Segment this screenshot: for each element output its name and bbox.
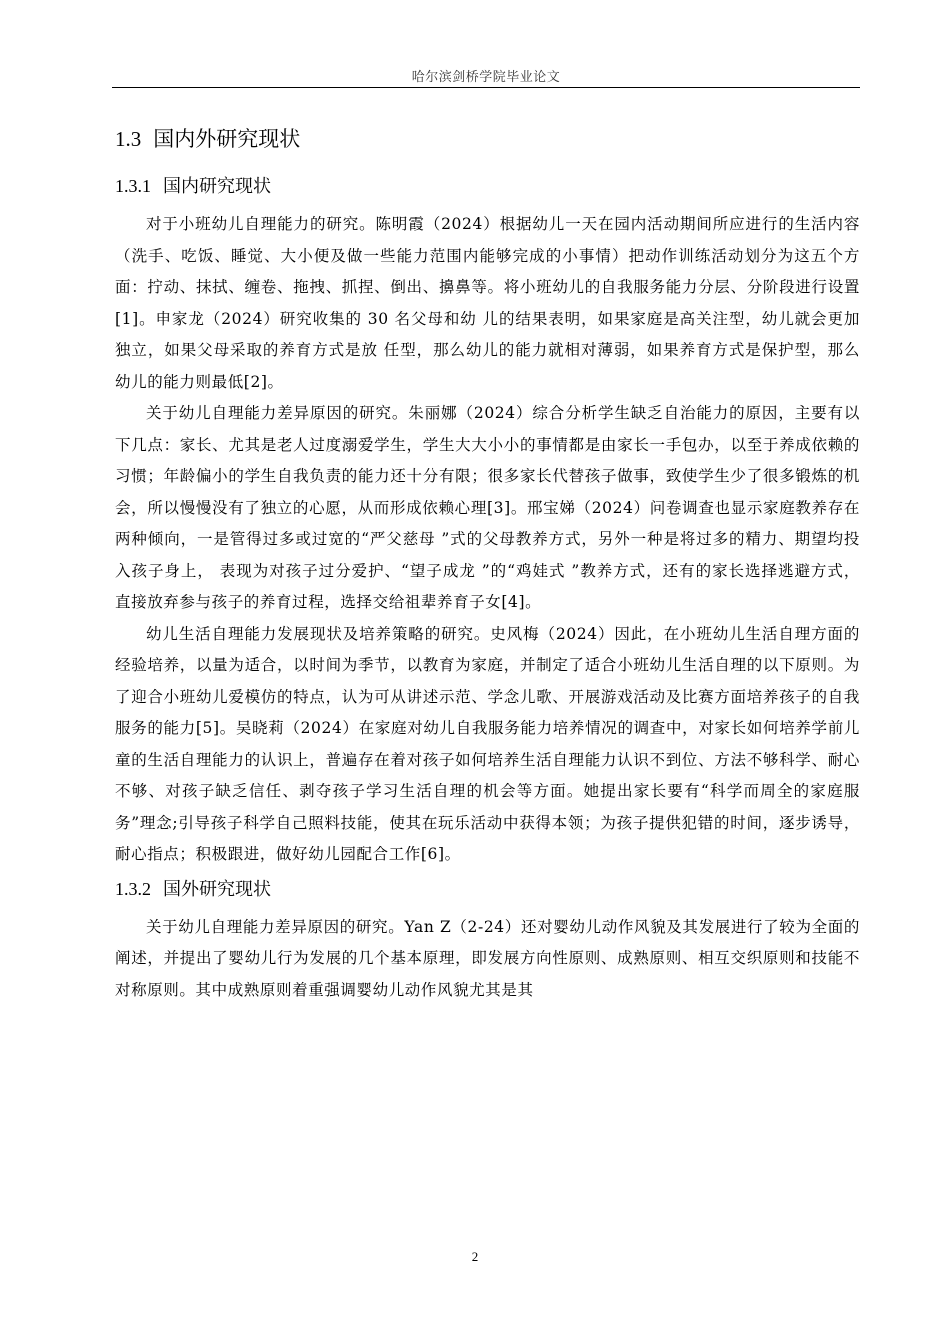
subsection-heading-domestic [115, 170, 860, 203]
subsection-heading-foreign [115, 873, 860, 906]
section-title: 国内外研究现状 [153, 127, 301, 151]
body-paragraph: 关于幼儿自理能力差异原因的研究。Yan Z（2-24）还对婴幼儿动作风貌及其发展进行了较为全面的阐述，并提出了婴幼儿行为发展的几个基本原理，即发展方向性原则、成熟原则、相互交织原则和技能不对称原则。其中成熟原则着重强调婴幼儿动作风貌尤其是其 [115, 917, 860, 999]
header-rule [112, 87, 860, 88]
subsection-title: 国内研究现状 [163, 176, 271, 197]
page-content [115, 122, 860, 1006]
body-paragraph: 对于小班幼儿自理能力的研究。陈明霞（2024）根据幼儿一天在园内活动期间所应进行的生活内容（洗手、吃饭、睡觉、大小便及做一些能力范围内能够完成的小事情）把动作训练活动划分为这五个方面：拧动、抹拭、缠卷、拖拽、抓捏、倒出、擤鼻等。将小班幼儿的自我服务能力分层、分阶段进行设置[1]。申家龙（2024）研究收集的 30 名父母和幼 儿的结果表明，如果家庭是高关注型，幼儿就会更加独立，如果父母采取的养育方式是放 任型，那么幼儿的能力就相对薄弱，如果养育方式是保护型，那么幼儿的能力则最低[2]。 [115, 215, 860, 391]
page-number: 2 [471, 1249, 479, 1264]
body-paragraph: 幼儿生活自理能力发展现状及培养策略的研究。史风梅（2024）因此，在小班幼儿生活自理方面的经验培养，以量为适合，以时间为季节，以教育为家庭，并制定了适合小班幼儿生活自理的以下原则。为了迎合小班幼儿爱模仿的特点，认为可从讲述示范、学念儿歌、开展游戏活动及比赛方面培养孩子的自我服务的能力[5]。吴晓莉（2024）在家庭对幼儿自我服务能力培养情况的调查中，对家长如何培养学前儿童的生活自理能力的认识上，普遍存在着对孩子如何培养生活自理能力认识不到位、方法不够科学、耐心不够、对孩子缺乏信任、剥夺孩子学习生活自理的机会等方面。她提出家长要有“科学而周全的家庭服务”理念;引导孩子科学自己照料技能，使其在玩乐活动中获得本领；为孩子提供犯错的时间，逐步诱导，耐心指点；积极跟进，做好幼儿园配合工作[6]。 [115, 624, 860, 863]
body-paragraph: 关于幼儿自理能力差异原因的研究。朱丽娜（2024）综合分析学生缺乏自治能力的原因，主要有以下几点：家长、尤其是老人过度溺爱学生，学生大大小小的事情都是由家长一手包办，以至于养成依赖的习惯；年龄偏小的学生自我负责的能力还十分有限；很多家长代替孩子做事，致使学生少了很多锻炼的机会，所以慢慢没有了独立的心愿，从而形成依赖心理[3]。邢宝娣（2024）问卷调查也显示家庭教养存在两种倾向，一是管得过多或过宽的“严父慈母 ”式的父母教养方式，另外一种是将过多的精力、期望均投入孩子身上， 表现为对孩子过分爱护、“望子成龙 ”的“鸡娃式 ”教养方式，还有的家长选择逃避方式， 直接放弃参与孩子的养育过程，选择交给祖辈养育子女[4]。 [115, 404, 860, 611]
subsection-number: 1.3.1 [115, 176, 151, 196]
subsection-title: 国外研究现状 [163, 878, 271, 900]
running-header: 哈尔滨剑桥学院毕业论文 [411, 70, 561, 85]
section-heading [115, 122, 860, 156]
subsection-number: 1.3.2 [115, 878, 151, 899]
section-number: 1.3 [115, 127, 142, 151]
